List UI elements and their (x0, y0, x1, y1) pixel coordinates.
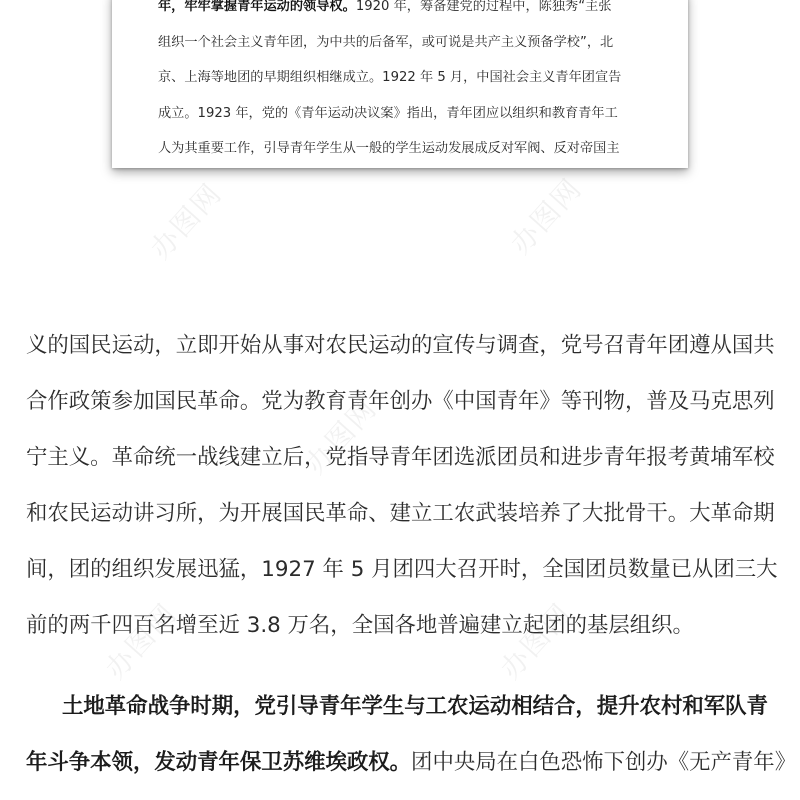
watermark: 办图网 (298, 391, 384, 481)
quote-card (112, 0, 688, 168)
card-line: 组织一个社会主义青年团，为中共的后备军，或可说是共产主义预备学校”，北 (158, 35, 614, 50)
card-line: 人为其重要工作，引导青年学生从一般的学生运动发展成反对军阀、反对帝国主 (158, 141, 620, 156)
card-line: 京、上海等地团的早期组织相继成立。1922 年 5 月，中国社会主义青年团宣告 (158, 70, 622, 85)
card-line: 成立。1923 年，党的《青年运动决议案》指出，青年团应以组织和教育青年工 (158, 106, 618, 121)
card-line: 年，牢牢掌握青年运动的领导权。1920 年，筹备建党的过程中，陈独秀“主张 (158, 0, 612, 14)
watermark: 办图网 (98, 596, 184, 686)
paragraph-line: 合作政策参加国民革命。党为教育青年创办《中国青年》等刊物，普及马克思列 (26, 389, 775, 414)
watermark: 办图网 (503, 171, 589, 261)
paragraph-line: 间，团的组织发展迅猛，1927 年 5 月团四大召开时，全国团员数量已从团三大 (26, 557, 778, 582)
paragraph-line: 土地革命战争时期，党引导青年学生与工农运动相结合，提升农村和军队青 (62, 694, 768, 719)
paragraph-line: 宁主义。革命统一战线建立后，党指导青年团选派团员和进步青年报考黄埔军校 (26, 445, 775, 470)
paragraph-line: 义的国民运动，立即开始从事对农民运动的宣传与调查，党号召青年团遵从国共 (26, 333, 775, 358)
watermark: 办图网 (143, 176, 229, 266)
watermark: 办图网 (493, 596, 579, 686)
paragraph-line: 年斗争本领，发动青年保卫苏维埃政权。团中央局在白色恐怖下创办《无产青年》 (26, 750, 797, 775)
paragraph-line: 前的两千四百名增至近 3.8 万名，全国各地普遍建立起团的基层组织。 (26, 613, 694, 638)
paragraph-line: 和农民运动讲习所，为开展国民革命、建立工农武装培养了大批骨干。大革命期 (26, 501, 775, 526)
